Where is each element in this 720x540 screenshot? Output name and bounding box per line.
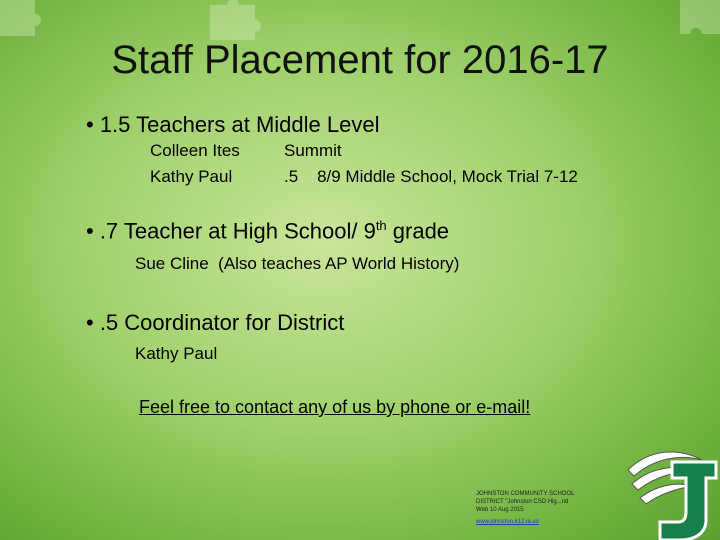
footer-line: DISTRICT "Johnston CSD Hig...nd [476,499,569,505]
staff-detail: .5 8/9 Middle School, Mock Trial 7-12 [284,167,578,186]
bullet-high-school-text: • .7 Teacher at High School/ 9 [86,218,376,244]
bullet-coordinator: • .5 Coordinator for District [86,310,345,335]
bullet-high-school-suffix: grade [386,218,450,244]
footer-url-link[interactable]: www.johnston.k12.ia.us [476,519,539,525]
contact-link[interactable]: Feel free to contact any of us by phone or e-mail! [139,397,531,417]
staff-name: Colleen Ites [150,141,240,160]
staff-detail: Summit [284,141,342,160]
slide-title: Staff Placement for 2016-17 [111,38,609,82]
bullet-high-school [86,218,449,244]
johnston-j-logo [620,440,720,540]
ordinal-suffix: th [375,218,387,233]
bullet-middle-level: • 1.5 Teachers at Middle Level [86,112,380,137]
staff-name: Kathy Paul [150,167,233,186]
puzzle-piece-decoration [672,0,720,40]
staff-line: Kathy Paul [135,344,218,363]
footer-line: Web 10 Aug 2015 [476,507,524,513]
puzzle-piece-decoration [0,0,45,40]
staff-line: Sue Cline (Also teaches AP World History) [135,254,460,273]
footer-line: JOHNSTON COMMUNITY SCHOOL [476,491,575,497]
